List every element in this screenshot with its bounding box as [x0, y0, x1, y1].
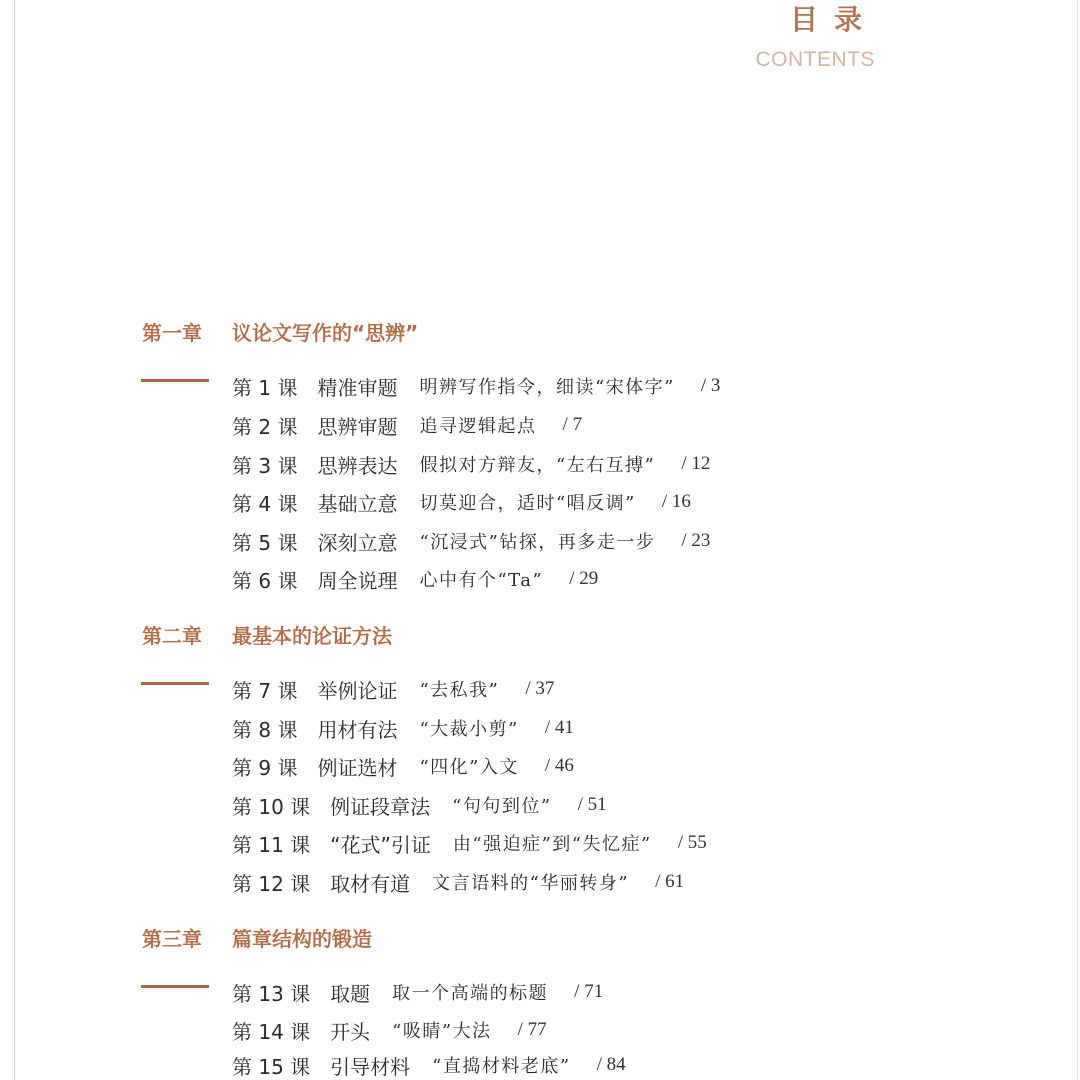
- lesson-number: 第 3 课: [232, 453, 298, 478]
- lesson-entry[interactable]: [232, 790, 607, 820]
- lesson-entry[interactable]: [232, 487, 691, 517]
- chapter-title: 议论文写作的“思辨”: [232, 320, 419, 345]
- lesson-number: 第 14 课: [232, 1019, 311, 1044]
- page-edge-right: [1077, 0, 1078, 1080]
- lesson-number: 第 13 课: [232, 981, 311, 1006]
- lesson-entry[interactable]: [232, 674, 554, 704]
- lesson-description: 追寻逻辑起点: [419, 416, 537, 437]
- chapter-rule: [141, 379, 209, 382]
- page-edge-left: [14, 0, 15, 1080]
- lesson-description: 由“强迫症”到“失忆症”: [452, 834, 652, 855]
- lesson-number: 第 5 课: [232, 530, 298, 555]
- toc-subtitle: CONTENTS: [755, 48, 875, 71]
- chapter-heading[interactable]: [142, 315, 418, 347]
- lesson-page-number: / 41: [544, 717, 574, 738]
- lesson-entry[interactable]: [232, 867, 684, 897]
- chapter-title: 篇章结构的锻造: [232, 926, 372, 951]
- lesson-topic: 周全说理: [317, 568, 398, 593]
- lesson-page-number: / 23: [681, 530, 711, 551]
- lesson-description: “大裁小剪”: [419, 719, 519, 740]
- lesson-entry[interactable]: [232, 1050, 626, 1080]
- lesson-number: 第 10 课: [232, 794, 311, 819]
- chapter-rule: [141, 682, 209, 685]
- lesson-page-number: / 71: [574, 981, 604, 1002]
- lesson-number: 第 9 课: [232, 755, 298, 780]
- lesson-entry[interactable]: [232, 977, 603, 1007]
- lesson-topic: 精准审题: [317, 375, 398, 400]
- lesson-number: 第 12 课: [232, 871, 311, 896]
- lesson-topic: 取材有道: [330, 871, 411, 896]
- lesson-entry[interactable]: [232, 713, 574, 743]
- lesson-entry[interactable]: [232, 526, 710, 556]
- lesson-topic: 举例论证: [317, 678, 398, 703]
- lesson-number: 第 6 课: [232, 568, 298, 593]
- lesson-topic: 例证选材: [317, 755, 398, 780]
- lesson-page-number: / 55: [677, 832, 707, 853]
- chapter-label: 第一章: [142, 320, 202, 345]
- lesson-topic: 引导材料: [330, 1054, 411, 1079]
- lesson-number: 第 1 课: [232, 375, 298, 400]
- lesson-description: 切莫迎合，适时“唱反调”: [419, 493, 636, 514]
- chapter-heading[interactable]: [142, 618, 392, 650]
- lesson-page-number: / 51: [577, 794, 607, 815]
- lesson-description: 假拟对方辩友，“左右互搏”: [419, 455, 656, 476]
- lesson-topic: “花式”引证: [330, 832, 431, 857]
- lesson-entry[interactable]: [232, 828, 707, 858]
- lesson-description: “去私我”: [419, 680, 500, 701]
- lesson-page-number: / 7: [562, 414, 582, 435]
- lesson-description: “沉浸式”钻探，再多走一步: [419, 532, 656, 553]
- lesson-number: 第 8 课: [232, 717, 298, 742]
- lesson-topic: 思辨审题: [317, 414, 398, 439]
- lesson-description: “吸睛”大法: [392, 1021, 492, 1042]
- lesson-description: 心中有个“Ta”: [419, 570, 544, 591]
- lesson-number: 第 4 课: [232, 491, 298, 516]
- lesson-number: 第 7 课: [232, 678, 298, 703]
- toc-title: 目录: [789, 3, 878, 36]
- lesson-entry[interactable]: [232, 449, 710, 479]
- lesson-topic: 用材有法: [317, 717, 398, 742]
- lesson-topic: 思辨表达: [317, 453, 398, 478]
- lesson-page-number: / 77: [517, 1019, 547, 1040]
- lesson-description: “四化”入文: [419, 757, 519, 778]
- lesson-number: 第 11 课: [232, 832, 311, 857]
- chapter-label: 第三章: [142, 926, 202, 951]
- lesson-page-number: / 37: [525, 678, 555, 699]
- chapter-heading[interactable]: [142, 921, 372, 953]
- lesson-number: 第 15 课: [232, 1054, 311, 1079]
- lesson-page-number: / 61: [655, 871, 685, 892]
- lesson-description: “直捣材料老底”: [432, 1056, 571, 1077]
- lesson-entry[interactable]: [232, 1015, 547, 1045]
- lesson-topic: 例证段章法: [330, 794, 431, 819]
- chapter-rule: [141, 985, 209, 988]
- lesson-page-number: / 3: [700, 375, 721, 396]
- lesson-topic: 取题: [330, 981, 371, 1006]
- chapter-title: 最基本的论证方法: [232, 623, 392, 648]
- lesson-page-number: / 12: [681, 453, 711, 474]
- lesson-description: 明辨写作指令，细读“宋体字”: [419, 377, 675, 398]
- lesson-number: 第 2 课: [232, 414, 298, 439]
- lesson-description: 取一个高端的标题: [392, 983, 549, 1004]
- lesson-description: “句句到位”: [452, 796, 552, 817]
- lesson-entry[interactable]: [232, 371, 720, 401]
- chapter-label: 第二章: [142, 623, 202, 648]
- lesson-page-number: / 84: [596, 1054, 626, 1075]
- lesson-description: 文言语料的“华丽转身”: [432, 873, 630, 894]
- lesson-entry[interactable]: [232, 564, 598, 594]
- lesson-entry[interactable]: [232, 410, 582, 440]
- lesson-page-number: / 16: [661, 491, 691, 512]
- lesson-topic: 基础立意: [317, 491, 398, 516]
- lesson-topic: 开头: [330, 1019, 371, 1044]
- lesson-page-number: / 46: [544, 755, 574, 776]
- lesson-topic: 深刻立意: [317, 530, 398, 555]
- lesson-entry[interactable]: [232, 751, 574, 781]
- lesson-page-number: / 29: [569, 568, 599, 589]
